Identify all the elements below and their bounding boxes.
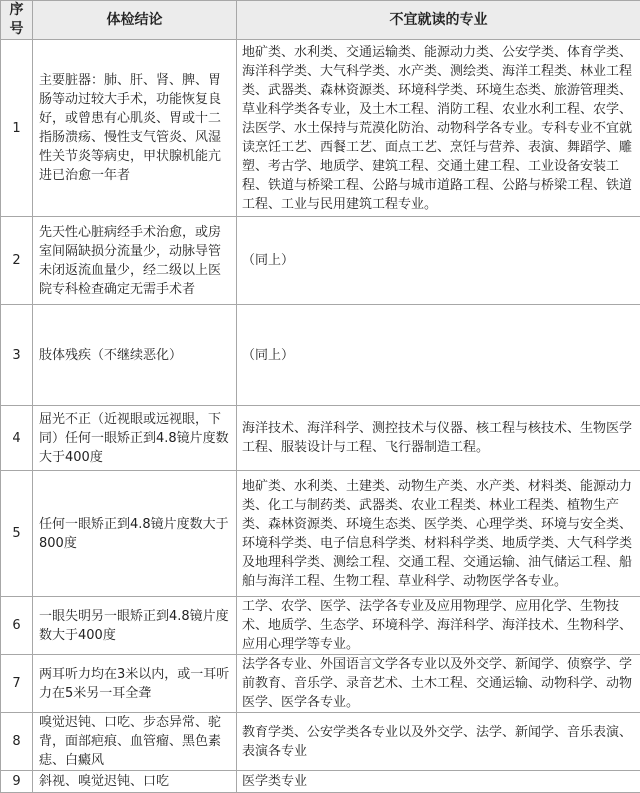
row-number: 4 <box>1 406 33 471</box>
exam-conclusion: 先天性心脏病经手术治愈，或房室间隔缺损分流量少，动脉导管未闭返流血量少，经二级以上医院专科检查确定无需手术者 <box>33 217 237 305</box>
restricted-majors: （同上） <box>237 305 640 406</box>
table-row <box>1 305 640 406</box>
table-row <box>1 713 640 771</box>
row-number: 9 <box>1 771 33 793</box>
row-number: 7 <box>1 655 33 713</box>
restricted-majors: （同上） <box>237 217 640 305</box>
table-row <box>1 406 640 471</box>
header-row <box>1 1 640 40</box>
restricted-majors: 地矿类、水利类、交通运输类、能源动力类、公安学类、体育学类、海洋科学类、大气科学类、水产类、测绘类、海洋工程类、林业工程类、武器类、森林资源类、环境科学类、环境生态类、旅游管理类、草业科学类各专业，及土木工程、消防工程、农业水利工程、农学、法医学、水土保持与荒漠化防治、动物科学各专业。专科专业不宜就读烹饪工艺、西餐工艺、面点工艺、烹饪与营养、表演、舞蹈学、雕塑、考古学、地质学、建筑工程、交通土建工程、工业设备安装工程、铁道与桥梁工程、公路与城市道路工程、公路与桥梁工程、铁道工程、工业与民用建筑工程专业。 <box>237 40 640 217</box>
exam-conclusion: 任何一眼矫正到4.8镜片度数大于800度 <box>33 471 237 597</box>
header-majors: 不宜就读的专业 <box>237 1 640 40</box>
row-number: 6 <box>1 597 33 655</box>
table-row <box>1 40 640 217</box>
row-number: 1 <box>1 40 33 217</box>
restricted-majors: 教育学类、公安学类各专业以及外交学、法学、新闻学、音乐表演、表演各专业 <box>237 713 640 771</box>
table-row <box>1 597 640 655</box>
restricted-majors: 医学类专业 <box>237 771 640 793</box>
row-number: 2 <box>1 217 33 305</box>
exam-conclusion: 两耳听力均在3米以内，或一耳听力在5米另一耳全聋 <box>33 655 237 713</box>
table-row <box>1 217 640 305</box>
exam-conclusion: 肢体残疾（不继续恶化） <box>33 305 237 406</box>
row-number: 5 <box>1 471 33 597</box>
restricted-majors: 地矿类、水利类、土建类、动物生产类、水产类、材料类、能源动力类、化工与制药类、武器类、农业工程类、林业工程类、植物生产类、森林资源类、环境生态类、医学类、心理学类、环境与安全类、环境科学类、电子信息科学类、材料科学类、地质学类、大气科学类及地理科学类、测绘工程、交通工程、交通运输、油气储运工程、船舶与海洋工程、生物工程、草业科学、动物医学各专业。 <box>237 471 640 597</box>
table-row <box>1 771 640 793</box>
header-num: 序号 <box>1 1 33 40</box>
exam-conclusion: 一眼失明另一眼矫正到4.8镜片度数大于400度 <box>33 597 237 655</box>
exam-conclusion: 嗅觉迟钝、口吃、步态异常、驼背，面部疤痕、血管瘤、黑色素痣、白癜风 <box>33 713 237 771</box>
exam-conclusion: 主要脏器：肺、肝、肾、脾、胃肠等动过较大手术，功能恢复良好，或曾患有心肌炎、胃或十二指肠溃疡、慢性支气管炎、风湿性关节炎等病史，甲状腺机能亢进已治愈一年者 <box>33 40 237 217</box>
header-conclusion: 体检结论 <box>33 1 237 40</box>
exam-conclusion: 屈光不正（近视眼或远视眼，下同）任何一眼矫正到4.8镜片度数大于400度 <box>33 406 237 471</box>
restricted-majors: 工学、农学、医学、法学各专业及应用物理学、应用化学、生物技术、地质学、生态学、环境科学、海洋科学、海洋技术、生物科学、应用心理学等专业。 <box>237 597 640 655</box>
exam-conclusion: 斜视、嗅觉迟钝、口吃 <box>33 771 237 793</box>
restricted-majors: 海洋技术、海洋科学、测控技术与仪器、核工程与核技术、生物医学工程、服装设计与工程、飞行器制造工程。 <box>237 406 640 471</box>
table-row <box>1 471 640 597</box>
row-number: 8 <box>1 713 33 771</box>
restricted-majors: 法学各专业、外国语言文学各专业以及外交学、新闻学、侦察学、学前教育、音乐学、录音艺术、土木工程、交通运输、动物科学、动物医学、医学各专业。 <box>237 655 640 713</box>
row-number: 3 <box>1 305 33 406</box>
table-row <box>1 655 640 713</box>
